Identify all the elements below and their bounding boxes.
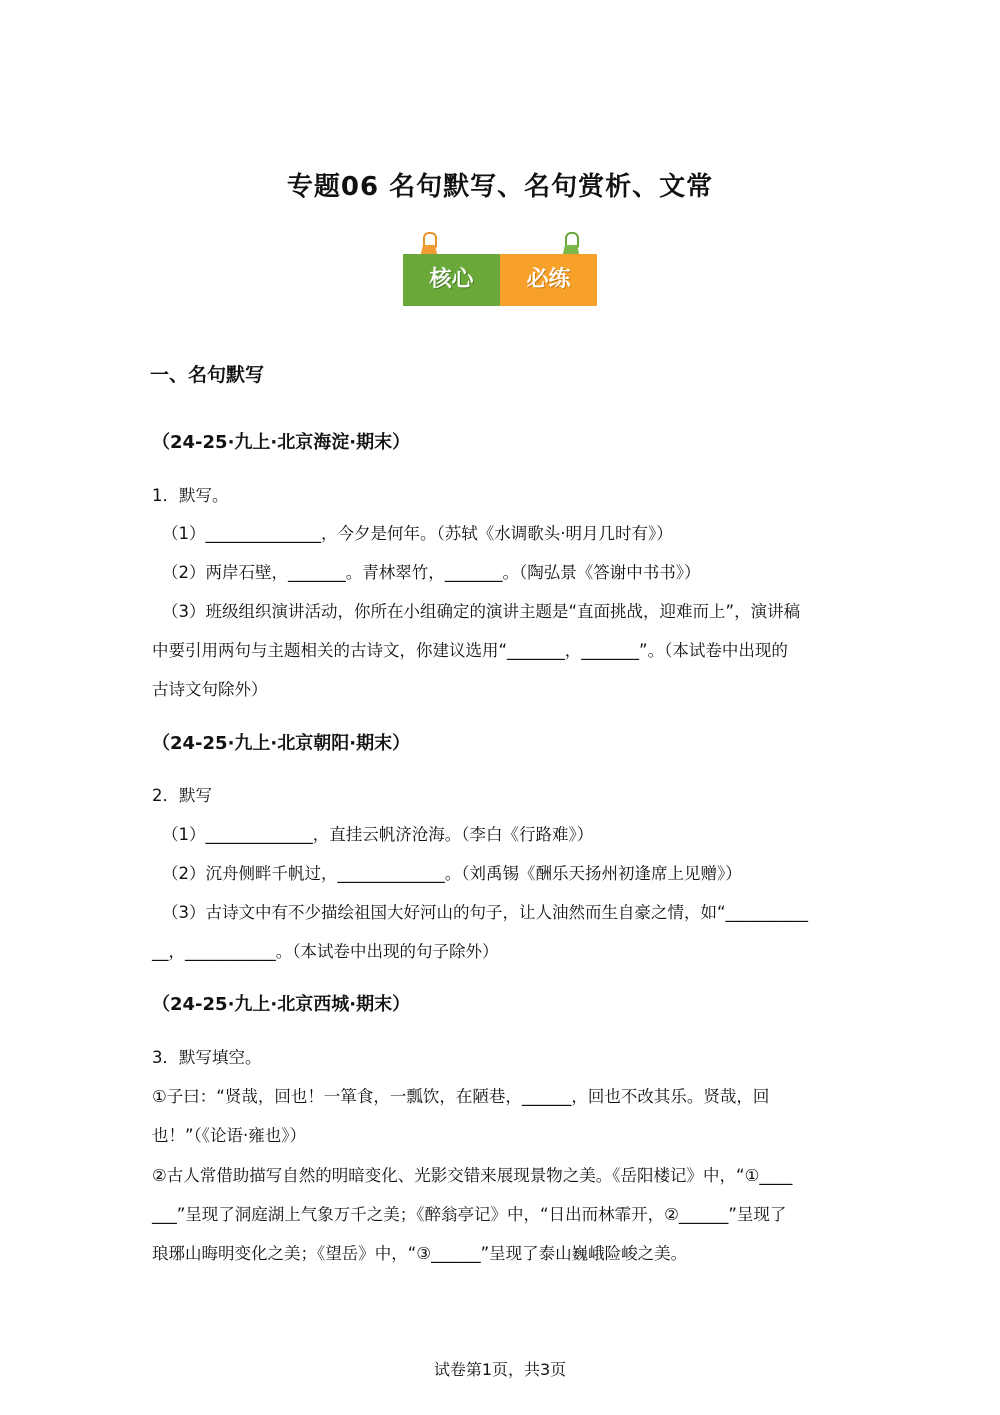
question-stem: 1．默写。	[152, 486, 229, 505]
question-line: 也！”（《论语·雍也》）	[152, 1126, 307, 1145]
badge-right-label: 必练	[500, 254, 597, 306]
question-line: （3）古诗文中有不少描绘祖国大好河山的句子，让人油然而生自豪之情，如“__________	[162, 903, 809, 922]
question-line: 琅琊山晦明变化之美；《望岳》中，“③______”呈现了泰山巍峨险峻之美。	[152, 1244, 688, 1263]
question-line: ___”呈现了洞庭湖上气象万千之美；《醉翁亭记》中，“日出而林霏开，②______”呈现了	[152, 1205, 787, 1224]
question-line: （2）两岸石壁，_______。青林翠竹，_______。（陶弘景《答谢中书书》）	[162, 563, 701, 582]
page-footer: 试卷第1页，共3页	[433, 1360, 567, 1379]
question-line: （1）_____________，直挂云帆济沧海。（李白《行路难》）	[162, 825, 594, 844]
question-line: ①子曰：“贤哉，回也！一箪食，一瓢饮，在陋巷，______，回也不改其乐。贤哉，回	[152, 1087, 770, 1106]
question-line: （3）班级组织演讲活动，你所在小组确定的演讲主题是“直面挑战，迎难而上”，演讲稿	[162, 602, 801, 621]
question-stem: 3．默写填空。	[152, 1048, 262, 1067]
question-line: ②古人常借助描写自然的明暗变化、光影交错来展现景物之美。《岳阳楼记》中，“①____	[152, 1166, 793, 1185]
question-source: （24-25·九上·北京海淀·期末）	[152, 432, 411, 453]
core-practice-badge	[403, 232, 597, 306]
badge-left-label: 核心	[403, 254, 500, 306]
question-line: 中要引用两句与主题相关的古诗文，你建议选用“_______，_______”。（本试卷中出现的	[152, 641, 788, 660]
question-source: （24-25·九上·北京朝阳·期末）	[152, 733, 411, 754]
page-title: 专题06 名句默写、名句赏析、文常	[286, 172, 714, 202]
question-line: （2）沉舟侧畔千帆过，_____________。（刘禹锡《酬乐天扬州初逢席上见赠》）	[162, 864, 742, 883]
question-line: 古诗文句除外）	[152, 680, 268, 699]
question-stem: 2．默写	[152, 786, 212, 805]
question-source: （24-25·九上·北京西城·期末）	[152, 994, 411, 1015]
question-line: （1）______________，今夕是何年。（苏轼《水调歌头·明月几时有》）	[162, 524, 673, 543]
question-line: __，___________。（本试卷中出现的句子除外）	[152, 942, 499, 961]
section-heading: 一、名句默写	[150, 364, 265, 386]
